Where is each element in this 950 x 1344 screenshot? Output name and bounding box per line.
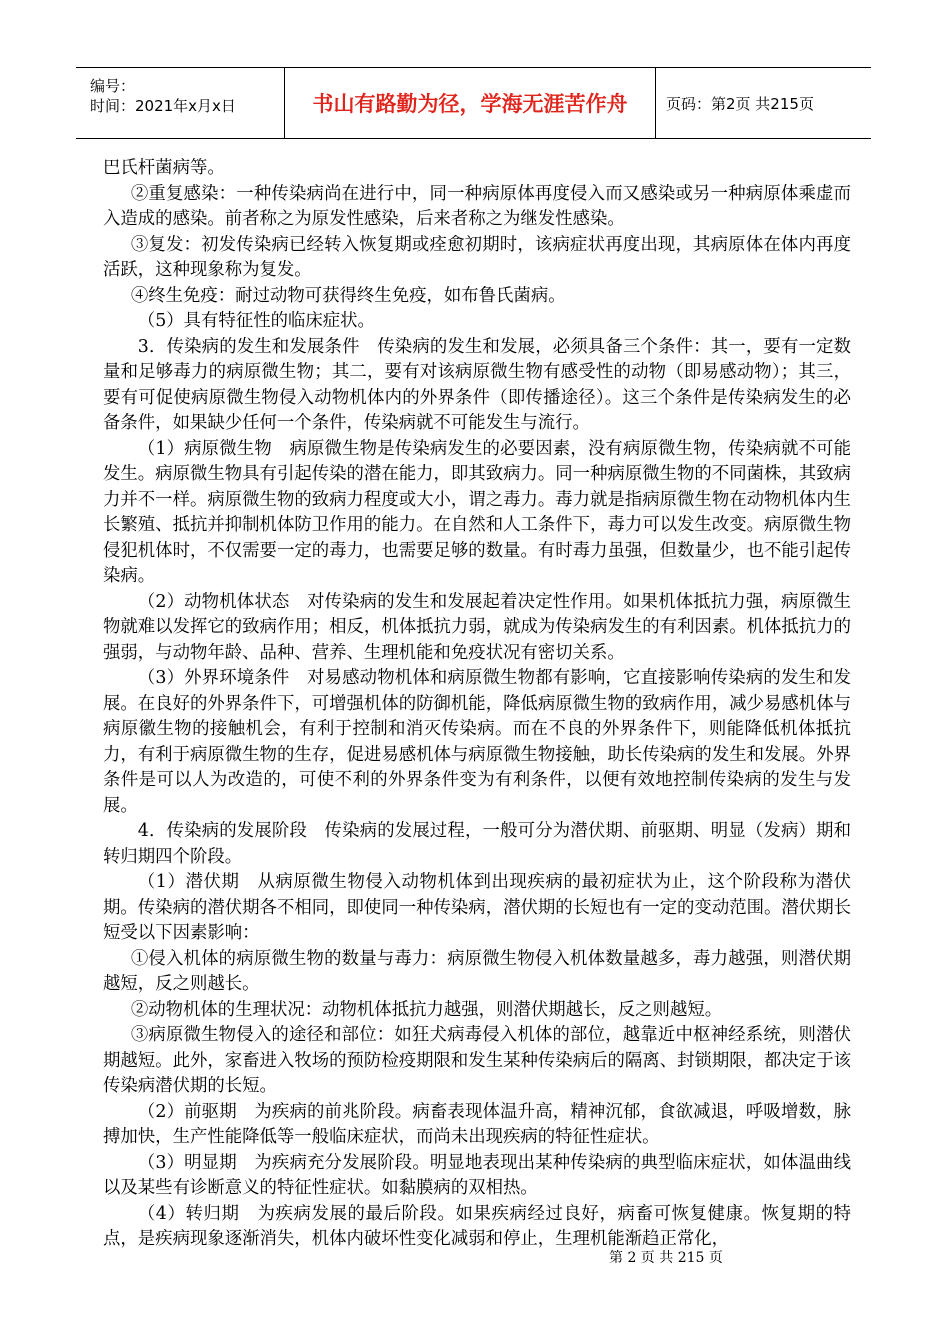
paragraph: （3）明显期 为疾病充分发展阶段。明显地表现出某种传染病的典型临床症状，如体温曲线以及某些有诊断意义的特征性症状。如黏膜病的双相热。	[103, 1152, 851, 1198]
paragraph: ②重复感染：一种传染病尚在进行中，同一种病原体再度侵入而又感染或另一种病原体乘虚而入造成的感染。前者称之为原发性感染，后来者称之为继发性感染。	[103, 183, 851, 229]
paragraph: （3）外界环境条件 对易感动物机体和病原微生物都有影响，它直接影响传染病的发生和发展。在良好的外界条件下，可增强机体的防御机能，降低病原微生物的致病作用，减少易感机体与病原徽生物的接触机会，有利于控制和消灭传染病。而在不良的外界条件下，则能降低机体抵抗力，有利于病原微生物的生存，促进易感机体与病原微生物接触，助长传染病的发生和发展。外界条件是可以人为改造的，可使不利的外界条件变为有利条件，以便有效地控制传染病的发生与发展。	[103, 668, 851, 816]
paragraph: ②动物机体的生理状况：动物机体抵抗力越强，则潜伏期越长，反之则越短。	[130, 999, 723, 1020]
page-header	[76, 67, 871, 139]
header-info-cell	[76, 68, 285, 138]
footer-page-number: 第 2 页 共 215 页	[609, 1250, 723, 1266]
document-body	[103, 156, 851, 1253]
date-label: 时间：2021年x月x日	[90, 97, 236, 115]
paragraph: （1）病原微生物 病原微生物是传染病发生的必要因素，没有病原微生物，传染病就不可能发生。病原微生物具有引起传染的潜在能力，即其致病力。同一种病原微生物的不同菌株，其致病力并不一样。病原微生物的致病力程度或大小，谓之毒力。毒力就是指病原微生物在动物机体内生长繁殖、抵抗并抑制机体防卫作用的能力。在自然和人工条件下，毒力可以发生改变。病原微生物侵犯机体时，不仅需要一定的毒力，也需要足够的数量。有时毒力虽强，但数量少，也不能引起传染病。	[103, 438, 851, 586]
paragraph: 4．传染病的发展阶段 传染病的发展过程，一般可分为潜伏期、前驱期、明显（发病）期和转归期四个阶段。	[103, 821, 851, 867]
paragraph: （5）具有特征性的临床症状。	[137, 311, 375, 331]
page-footer	[609, 1247, 723, 1267]
paragraph: ③病原微生物侵入的途径和部位：如狂犬病毒侵入机体的部位，越靠近中枢神经系统，则潜伏期越短。此外，家畜进入牧场的预防检疫期限和发生某种传染病后的隔离、封锁期限，都决定于该传染病潜伏期的长短。	[103, 1025, 851, 1096]
paragraph: （4）转归期 为疾病发展的最后阶段。如果疾病经过良好，病畜可恢复健康。恢复期的特点，是疾病现象逐渐消失，机体内破坏性变化减弱和停止，生理机能渐趋正常化，	[103, 1203, 851, 1249]
paragraph: 巴氏杆菌病等。	[103, 158, 225, 178]
paragraph: ④终生免疫：耐过动物可获得终生免疫，如布鲁氏菌病。	[130, 285, 566, 306]
page-label: 页码：第2页 共215页	[666, 94, 814, 113]
paragraph: （2）动物机体状态 对传染病的发生和发展起着决定性作用。如果机体抵抗力强，病原微生物就难以发挥它的致病作用；相反，机体抵抗力弱，就成为传染病发生的有利因素。机体抵抗力的强弱，与动物年龄、品种、营养、生理机能和免疫状况有密切关系。	[103, 591, 851, 663]
motto-text: 书山有路勤为径，学海无涯苦作舟	[312, 92, 628, 116]
paragraph: （2）前驱期 为疾病的前兆阶段。病畜表现体温升高，精神沉郁，食欲减退，呼吸增数，脉搏加快，生产性能降低等一般临床症状，而尚未出现疾病的特征性症状。	[103, 1101, 851, 1147]
paragraph: （1）潜伏期 从病原微生物侵入动物机体到出现疾病的最初症状为止，这个阶段称为潜伏期。传染病的潜伏期各不相同，即使同一种传染病，潜伏期的长短也有一定的变动范围。潜伏期长短受以下因素影响：	[103, 872, 851, 943]
number-label: 编号：	[90, 77, 136, 95]
paragraph: 3．传染病的发生和发展条件 传染病的发生和发展，必须具备三个条件：其一，要有一定数量和足够毒力的病原微生物；其二，要有对该病原微生物有感受性的动物（即易感动物）；其三，要有可促使病原微生物侵入动物机体内的外界条件（即传播途径）。这三个条件是传染病发生的必备条件，如果缺少任何一个条件，传染病就不可能发生与流行。	[103, 336, 851, 433]
header-motto-cell	[285, 68, 656, 138]
paragraph: ③复发：初发传染病已经转入恢复期或痊愈初期时，该病症状再度出现，其病原体在体内再度活跃，这种现象称为复发。	[103, 234, 851, 280]
header-page-cell	[656, 68, 871, 138]
paragraph: ①侵入机体的病原微生物的数量与毒力：病原微生物侵入机体数量越多，毒力越强，则潜伏期越短，反之则越长。	[103, 948, 851, 994]
